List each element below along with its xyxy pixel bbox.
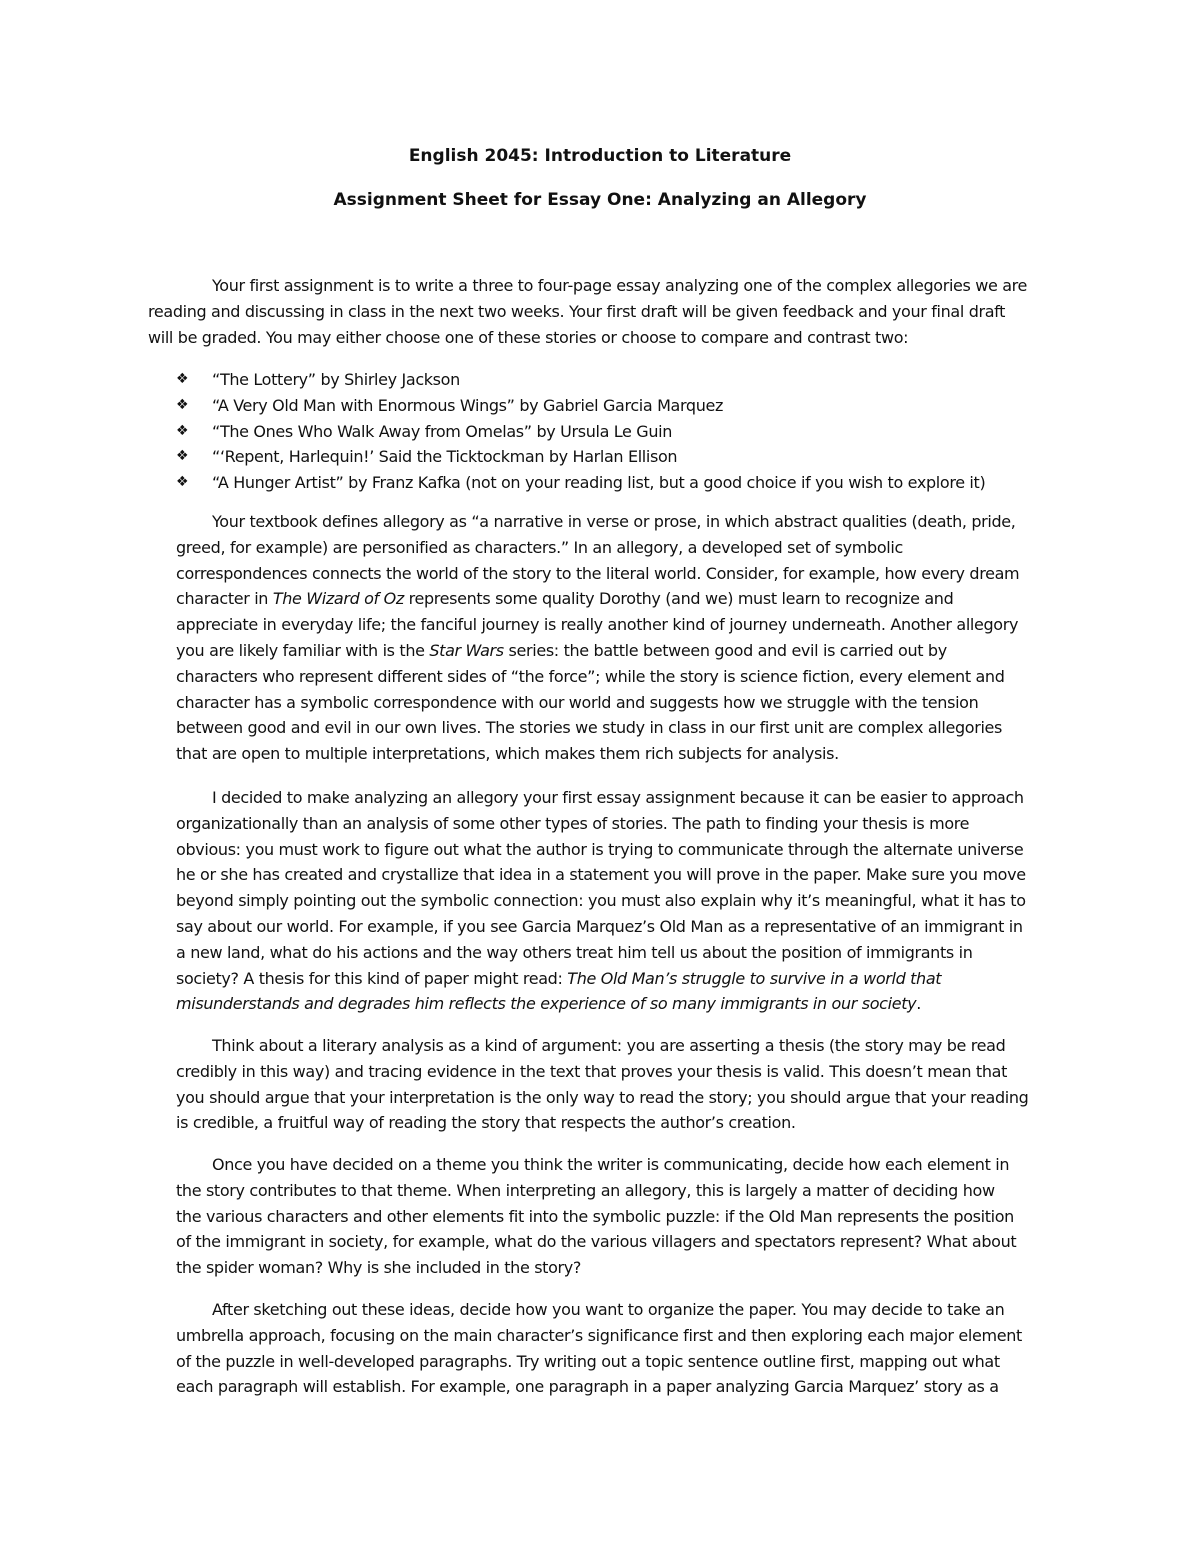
decided-paragraph	[148, 785, 1086, 1017]
story-list-item	[176, 444, 1056, 470]
paragraph-line: a new land, what do his actions and the way others treat him tell us about the position of immigrants in	[176, 942, 973, 962]
diamond-bullet-icon: ❖	[176, 422, 189, 439]
text-run: you are likely familiar with is the	[176, 640, 430, 660]
paragraph-line: Your textbook defines allegory as “a narrative in verse or prose, in which abstract qualities (death, pride,	[212, 512, 1016, 531]
paragraph-line: obvious: you must work to figure out what the author is trying to communicate through the alternate universe	[176, 839, 1024, 859]
story-title: “‘Repent, Harlequin!’ Said the Ticktockman by Harlan Ellison	[212, 447, 678, 467]
allegory-paragraph	[148, 509, 1086, 767]
paragraph-line: each paragraph will establish. For example, one paragraph in a paper analyzing Garcia Marquez’ story as a	[176, 1377, 999, 1397]
intro-line: Your first assignment is to write a three to four-page essay analyzing one of the complex allegories we are	[212, 276, 1028, 295]
story-title: “A Hunger Artist” by Franz Kafka (not on your reading list, but a good choice if you wish to explore it)	[212, 473, 986, 493]
intro-line: will be graded. You may either choose one of these stories or choose to compare and contrast two:	[148, 327, 909, 347]
story-title: “A Very Old Man with Enormous Wings” by Gabriel Garcia Marquez	[212, 395, 724, 415]
text-run: society? A thesis for this kind of paper might read:	[176, 968, 568, 988]
paragraph-line: is credible, a fruitful way of reading the story that respects the author’s creation.	[176, 1113, 796, 1133]
paragraph-line: he or she has created and crystallize that idea in a statement you will prove in the paper. Make sure you move	[176, 865, 1026, 885]
thesis-example: The Old Man’s struggle to survive in a world that	[567, 968, 942, 988]
paragraph-line: organizationally than an analysis of some other types of stories. The path to finding your thesis is more	[176, 813, 970, 833]
paragraph-line: credibly in this way) and tracing evidence in the text that proves your thesis is valid. This doesn’t mean that	[176, 1061, 1008, 1081]
organize-paragraph	[148, 1297, 1086, 1400]
diamond-bullet-icon: ❖	[176, 448, 189, 465]
paragraph-line: I decided to make analyzing an allegory your first essay assignment because it can be easier to approach	[212, 788, 1024, 807]
paragraph-line: After sketching out these ideas, decide how you want to organize the paper. You may decide to take an	[212, 1300, 1005, 1319]
story-list-item	[176, 419, 1056, 445]
story-list	[176, 367, 1056, 496]
intro-paragraph	[148, 273, 1058, 350]
story-title: “The Ones Who Walk Away from Omelas” by Ursula Le Guin	[212, 421, 673, 441]
intro-line: reading and discussing in class in the next two weeks. Your first draft will be given feedback and your final draft	[148, 301, 1006, 321]
theme-paragraph	[148, 1152, 1086, 1281]
story-list-item	[176, 393, 1056, 419]
paragraph-line: say about our world. For example, if you see Garcia Marquez’s Old Man as a representative of an immigrant in	[176, 916, 1023, 936]
paragraph-line: beyond simply pointing out the symbolic connection: you must also explain why it’s meaningful, what it has to	[176, 891, 1026, 911]
paragraph-line: correspondences connects the world of the story to the literal world. Consider, for example, how every dream	[176, 563, 1020, 583]
paragraph-line: between good and evil in our own lives. The stories we study in class in our first unit are complex allegories	[176, 718, 1003, 738]
story-list-item	[176, 470, 1056, 496]
assignment-title: Assignment Sheet for Essay One: Analyzing an Allegory	[333, 190, 867, 210]
text-run: series: the battle between good and evil is carried out by	[503, 640, 947, 660]
paragraph-line: the various characters and other elements fit into the symbolic puzzle: if the Old Man represents the position	[176, 1206, 1014, 1226]
paragraph-line: characters who represent different sides of “the force”; while the story is science fiction, every element and	[176, 666, 1005, 686]
paragraph-line: of the puzzle in well-developed paragraphs. Try writing out a topic sentence outline first, mapping out what	[176, 1351, 1000, 1371]
diamond-bullet-icon: ❖	[176, 396, 189, 413]
paragraph-line: you should argue that your interpretation is the only way to read the story; you should argue that your reading	[176, 1087, 1029, 1107]
argument-paragraph	[148, 1033, 1086, 1136]
text-run: .	[916, 994, 922, 1014]
story-title: “The Lottery” by Shirley Jackson	[212, 370, 460, 389]
course-title: English 2045: Introduction to Literature	[408, 146, 792, 166]
paragraph-line: greed, for example) are personified as characters.” In an allegory, a developed set of symbolic	[176, 537, 903, 557]
paragraph-line: the story contributes to that theme. When interpreting an allegory, this is largely a matter of deciding how	[176, 1180, 995, 1200]
paragraph-line: that are open to multiple interpretations, which makes them rich subjects for analysis.	[176, 744, 839, 764]
story-list-item	[176, 367, 1056, 393]
work-title-star-wars: Star Wars	[429, 640, 504, 660]
paragraph-line	[176, 966, 1086, 992]
paragraph-line	[176, 991, 1086, 1017]
text-run: represents some quality Dorothy (and we) must learn to recognize and	[403, 589, 954, 609]
thesis-example: misunderstands and degrades him reflects the experience of so many immigrants in our society	[176, 994, 917, 1014]
diamond-bullet-icon: ❖	[176, 474, 189, 491]
paragraph-line: Think about a literary analysis as a kind of argument: you are asserting a thesis (the story may be read	[212, 1036, 1006, 1055]
paragraph-line: appreciate in everyday life; the fanciful journey is really another kind of journey underneath. Another allegory	[176, 615, 1019, 635]
paragraph-line	[176, 586, 1086, 612]
text-run: character in	[176, 589, 273, 609]
paragraph-line: Once you have decided on a theme you think the writer is communicating, decide how each element in	[212, 1155, 1010, 1174]
paragraph-line: character has a symbolic correspondence with our world and suggests how we struggle with the tension	[176, 692, 979, 712]
paragraph-line: umbrella approach, focusing on the main character’s significance first and then exploring each major element	[176, 1325, 1022, 1345]
work-title-wizard-of-oz: The Wizard of Oz	[272, 589, 404, 609]
diamond-bullet-icon: ❖	[176, 371, 189, 387]
paragraph-line: of the immigrant in society, for example, what do the various villagers and spectators represent? What about	[176, 1232, 1017, 1252]
paragraph-line: the spider woman? Why is she included in the story?	[176, 1258, 582, 1278]
paragraph-line	[176, 638, 1086, 664]
